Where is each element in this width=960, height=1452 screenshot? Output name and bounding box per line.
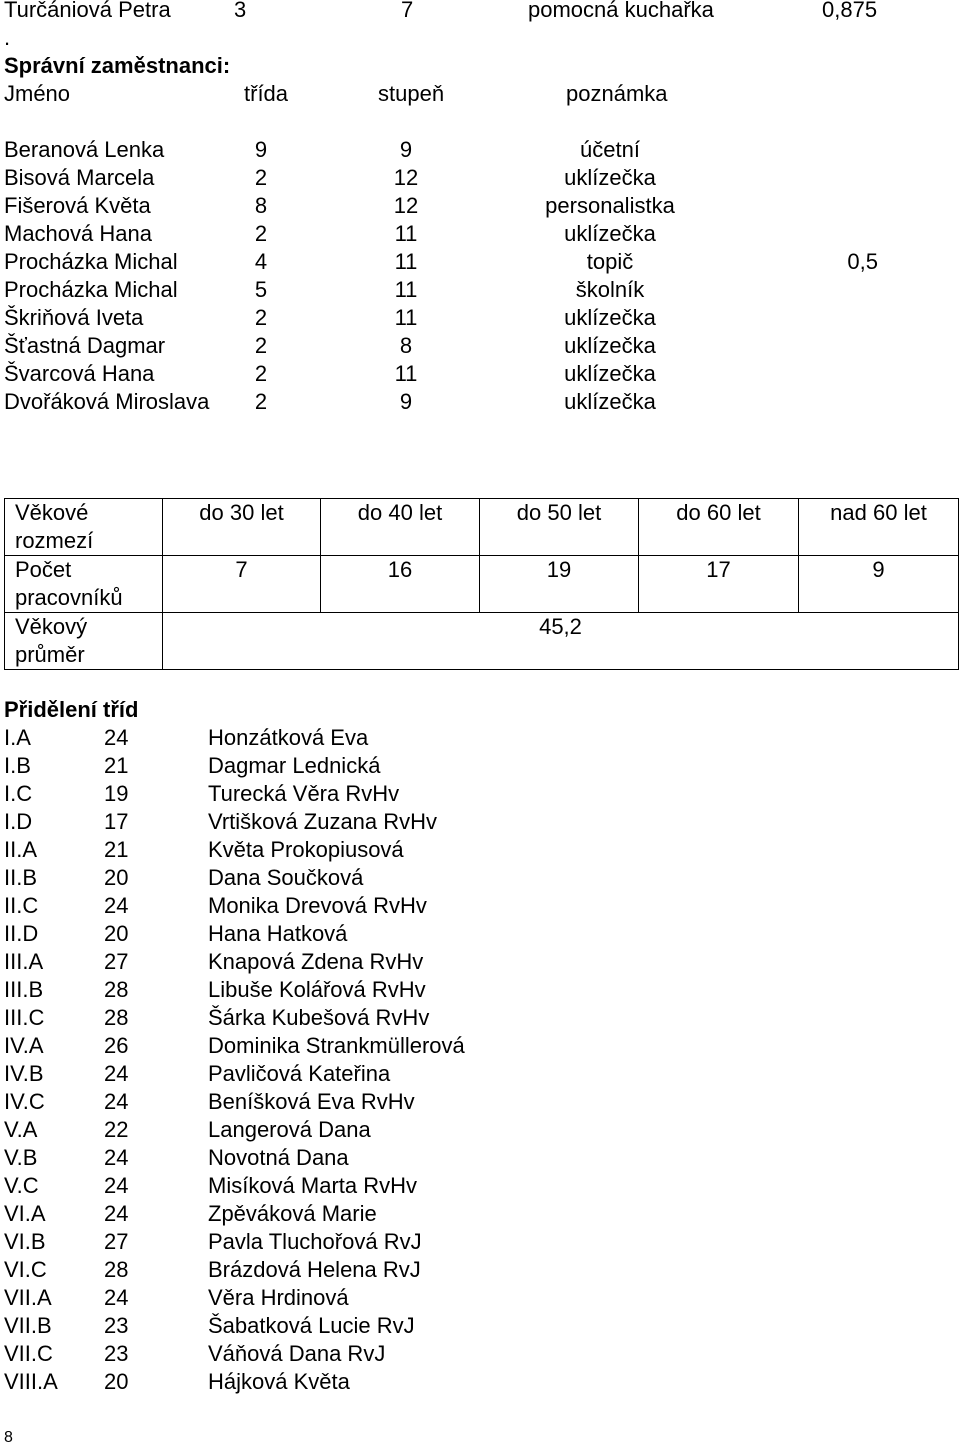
staff-row [0, 388, 960, 416]
staff-row [0, 192, 960, 220]
header-class: třída [244, 81, 289, 106]
staff-class: 8 [254, 193, 268, 218]
class-assignment-row [0, 1312, 960, 1340]
class-teacher: Misíková Marta RvHv [208, 1173, 418, 1198]
pupil-count: 24 [104, 1089, 129, 1114]
staff-class: 5 [254, 277, 268, 302]
pupil-count: 24 [104, 1061, 129, 1086]
header-note: poznámka [566, 81, 668, 106]
staff-note: uklízečka [564, 305, 656, 330]
staff-note: účetní [580, 137, 640, 162]
class-assignment-row [0, 1340, 960, 1368]
pupil-count: 24 [104, 893, 129, 918]
pupil-count: 28 [104, 977, 129, 1002]
section-title-prideleni: Přidělení tříd [4, 697, 139, 722]
staff-name: Škriňová Iveta [4, 305, 144, 330]
age-range-cell: do 40 let [321, 499, 480, 556]
class-teacher: Hana Hatková [208, 921, 348, 946]
staff-class: 2 [254, 165, 268, 190]
employee-note: pomocná kuchařka [528, 0, 714, 22]
class-label: II.A [4, 837, 38, 862]
class-assignment-row [0, 1060, 960, 1088]
pupil-count: 17 [104, 809, 129, 834]
class-teacher: Šabatková Lucie RvJ [208, 1313, 415, 1338]
pupil-count: 24 [104, 1201, 129, 1226]
worker-count-cell: 7 [163, 556, 321, 613]
class-label: V.B [4, 1145, 38, 1170]
pupil-count: 24 [104, 725, 129, 750]
class-assignment-row [0, 1172, 960, 1200]
staff-row [0, 164, 960, 192]
stray-dot: . [4, 25, 11, 50]
age-range-cell: do 50 let [480, 499, 639, 556]
pupil-count: 22 [104, 1117, 129, 1142]
staff-name: Dvořáková Miroslava [4, 389, 210, 414]
staff-name: Procházka Michal [4, 277, 178, 302]
class-label: IV.A [4, 1033, 44, 1058]
class-teacher: Zpěváková Marie [208, 1201, 377, 1226]
class-assignment-row [0, 724, 960, 752]
worker-count-cell: 9 [799, 556, 959, 613]
staff-grade: 12 [393, 193, 419, 218]
staff-class: 2 [254, 221, 268, 246]
employee-grade: 7 [401, 0, 414, 22]
staff-class: 9 [254, 137, 268, 162]
pupil-count: 20 [104, 865, 129, 890]
staff-note: uklízečka [564, 333, 656, 358]
class-teacher: Monika Drevová RvHv [208, 893, 427, 918]
staff-name: Bisová Marcela [4, 165, 155, 190]
class-assignment-row [0, 864, 960, 892]
staff-grade: 8 [399, 333, 413, 358]
staff-note: uklízečka [564, 389, 656, 414]
average-age-row [5, 613, 959, 670]
pupil-count: 19 [104, 781, 129, 806]
class-assignment-row [0, 1368, 960, 1396]
pupil-count: 24 [104, 1285, 129, 1310]
class-label: VI.B [4, 1229, 46, 1254]
class-assignment-row [0, 1228, 960, 1256]
staff-row [0, 304, 960, 332]
class-teacher: Pavličová Kateřina [208, 1061, 391, 1086]
staff-row [0, 220, 960, 248]
class-assignment-row [0, 1256, 960, 1284]
staff-note: uklízečka [564, 165, 656, 190]
class-label: IV.C [4, 1089, 45, 1114]
average-age-value: 45,2 [163, 613, 959, 670]
pupil-count: 21 [104, 753, 129, 778]
class-label: II.C [4, 893, 39, 918]
staff-name: Beranová Lenka [4, 137, 165, 162]
header-name: Jméno [4, 81, 71, 106]
class-teacher: Dagmar Lednická [208, 753, 381, 778]
staff-grade: 12 [393, 165, 419, 190]
header-grade: stupeň [378, 81, 445, 106]
class-assignment-row [0, 1032, 960, 1060]
pupil-count: 26 [104, 1033, 129, 1058]
age-range-row [5, 499, 959, 556]
class-label: VII.A [4, 1285, 52, 1310]
class-teacher: Vrtišková Zuzana RvHv [208, 809, 438, 834]
class-label: IV.B [4, 1061, 44, 1086]
class-assignment-row [0, 892, 960, 920]
class-assignment-row [0, 1144, 960, 1172]
age-range-label: Věkové rozmezí [5, 499, 163, 556]
staff-row-top [0, 0, 960, 24]
staff-row [0, 136, 960, 164]
staff-name: Šťastná Dagmar [4, 333, 166, 358]
staff-row [0, 332, 960, 360]
staff-note: školník [575, 277, 645, 302]
class-assignment-row [0, 976, 960, 1004]
class-assignment-row [0, 948, 960, 976]
worker-count-label: Počet pracovníků [5, 556, 163, 613]
staff-grade: 11 [394, 361, 418, 386]
staff-name: Fišerová Květa [4, 193, 151, 218]
staff-note: uklízečka [564, 221, 656, 246]
class-label: III.C [4, 1005, 45, 1030]
class-teacher: Pavla Tluchořová RvJ [208, 1229, 422, 1254]
staff-grade: 11 [394, 249, 418, 274]
class-label: VII.B [4, 1313, 52, 1338]
class-teacher: Váňová Dana RvJ [208, 1341, 386, 1366]
class-label: III.A [4, 949, 44, 974]
class-teacher: Langerová Dana [208, 1117, 371, 1142]
class-assignment-row [0, 1200, 960, 1228]
section-title-spravni: Správní zaměstnanci: [4, 53, 231, 78]
worker-count-cell: 17 [639, 556, 799, 613]
class-teacher: Beníšková Eva RvHv [208, 1089, 415, 1114]
class-assignment-row [0, 836, 960, 864]
employee-fte: 0,875 [822, 0, 878, 22]
staff-class: 2 [254, 361, 268, 386]
class-teacher: Brázdová Helena RvJ [208, 1257, 421, 1282]
class-assignment-row [0, 1088, 960, 1116]
staff-name: Procházka Michal [4, 249, 178, 274]
class-label: VII.C [4, 1341, 53, 1366]
staff-row [0, 248, 960, 276]
class-teacher: Novotná Dana [208, 1145, 349, 1170]
age-range-cell: do 30 let [163, 499, 321, 556]
class-label: VIII.A [4, 1369, 58, 1394]
class-assignment-row [0, 780, 960, 808]
class-teacher: Květa Prokopiusová [208, 837, 404, 862]
pupil-count: 28 [104, 1257, 129, 1282]
staff-fte: 0,5 [847, 249, 878, 274]
class-assignment-row [0, 1004, 960, 1032]
class-label: I.A [4, 725, 31, 750]
employee-class: 3 [234, 0, 247, 22]
class-assignment-row [0, 1116, 960, 1144]
class-label: V.C [4, 1173, 39, 1198]
age-range-cell: nad 60 let [799, 499, 959, 556]
staff-grade: 9 [399, 389, 413, 414]
staff-class: 2 [254, 305, 268, 330]
staff-grade: 11 [394, 305, 418, 330]
worker-count-row [5, 556, 959, 613]
pupil-count: 28 [104, 1005, 129, 1030]
staff-name: Švarcová Hana [4, 361, 155, 386]
pupil-count: 24 [104, 1145, 129, 1170]
class-label: VI.C [4, 1257, 47, 1282]
pupil-count: 20 [104, 921, 129, 946]
class-teacher: Věra Hrdinová [208, 1285, 349, 1310]
class-teacher: Turecká Věra RvHv [208, 781, 400, 806]
pupil-count: 27 [104, 949, 129, 974]
class-label: I.B [4, 753, 31, 778]
page-number: 8 [4, 1429, 13, 1446]
class-label: III.B [4, 977, 44, 1002]
class-label: II.B [4, 865, 38, 890]
staff-grade: 9 [399, 137, 413, 162]
pupil-count: 23 [104, 1341, 129, 1366]
age-table [4, 498, 959, 670]
staff-grade: 11 [394, 221, 418, 246]
staff-note: personalistka [545, 193, 675, 218]
class-label: V.A [4, 1117, 38, 1142]
staff-row [0, 360, 960, 388]
class-teacher: Knapová Zdena RvHv [208, 949, 424, 974]
class-assignment-row [0, 920, 960, 948]
spravni-header-row [0, 80, 960, 108]
class-label: I.C [4, 781, 33, 806]
class-teacher: Šárka Kubešová RvHv [208, 1005, 430, 1030]
class-assignment-row [0, 1284, 960, 1312]
class-teacher: Honzátková Eva [208, 725, 369, 750]
class-label: II.D [4, 921, 39, 946]
staff-note: uklízečka [564, 361, 656, 386]
average-age-label: Věkový průměr [5, 613, 163, 670]
staff-class: 2 [254, 333, 268, 358]
class-teacher: Libuše Kolářová RvHv [208, 977, 426, 1002]
class-assignment-row [0, 752, 960, 780]
pupil-count: 23 [104, 1313, 129, 1338]
pupil-count: 24 [104, 1173, 129, 1198]
class-teacher: Dominika Strankmüllerová [208, 1033, 465, 1058]
class-assignment-row [0, 808, 960, 836]
class-label: I.D [4, 809, 33, 834]
employee-name: Turčániová Petra [4, 0, 171, 22]
class-label: VI.A [4, 1201, 46, 1226]
worker-count-cell: 19 [480, 556, 639, 613]
staff-name: Machová Hana [4, 221, 152, 246]
worker-count-cell: 16 [321, 556, 480, 613]
age-range-cell: do 60 let [639, 499, 799, 556]
staff-note: topič [586, 249, 634, 274]
staff-class: 2 [254, 389, 268, 414]
class-teacher: Dana Součková [208, 865, 364, 890]
staff-grade: 11 [394, 277, 418, 302]
pupil-count: 21 [104, 837, 129, 862]
staff-class: 4 [254, 249, 268, 274]
pupil-count: 20 [104, 1369, 129, 1394]
class-teacher: Hájková Květa [208, 1369, 350, 1394]
pupil-count: 27 [104, 1229, 129, 1254]
staff-row [0, 276, 960, 304]
